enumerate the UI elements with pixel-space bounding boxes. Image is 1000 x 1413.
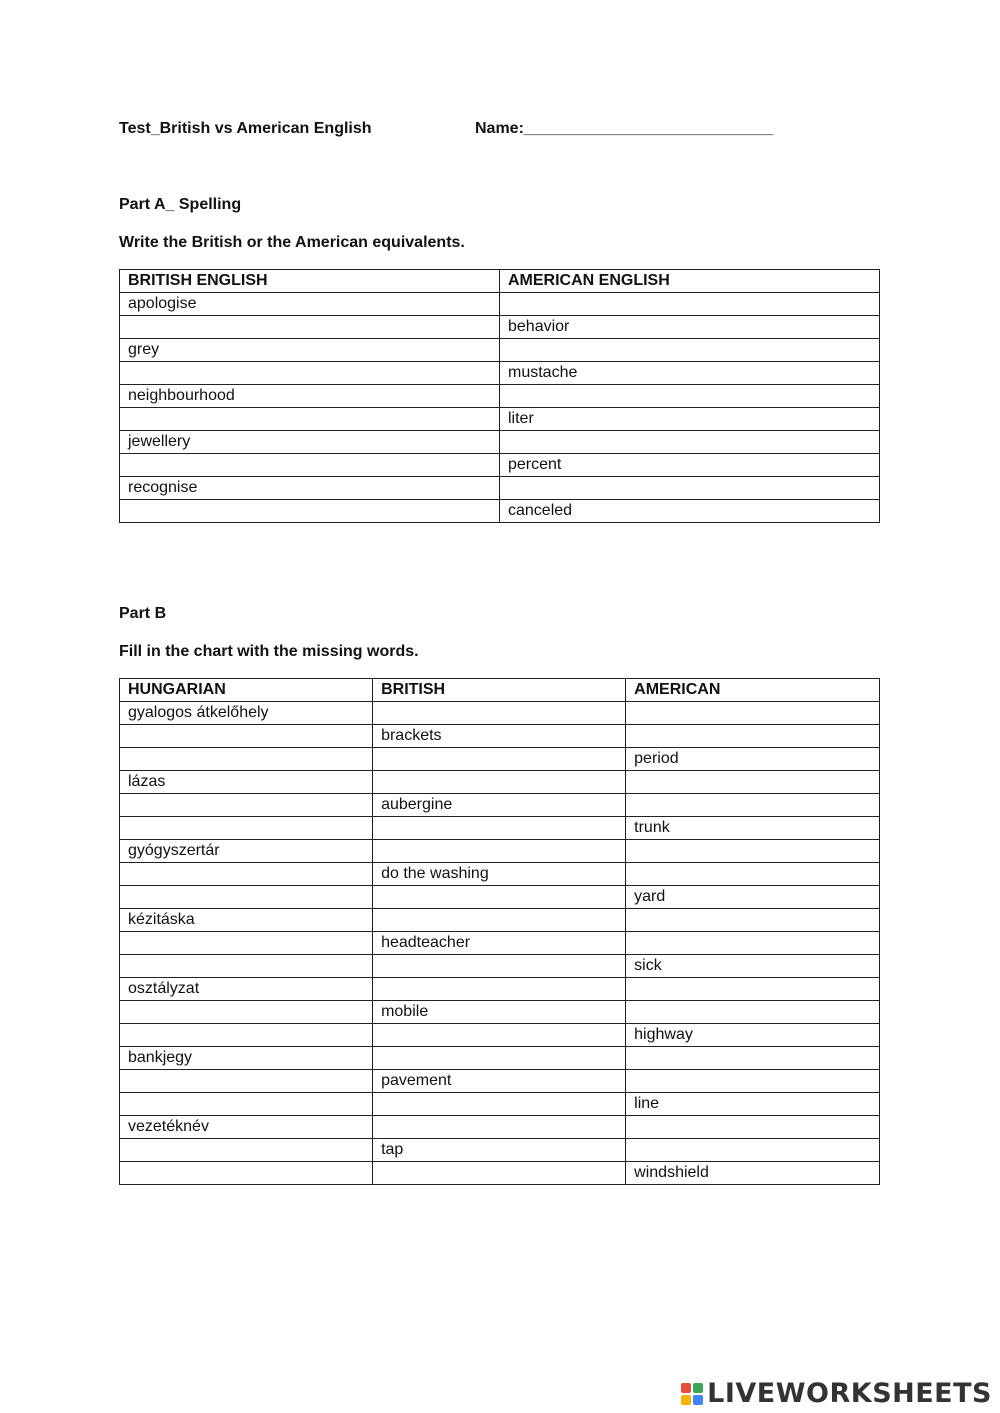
part-a-title: Part A_ Spelling [119,196,242,213]
table-row [120,1070,880,1093]
answer-cell[interactable] [373,817,626,840]
given-word-cell: tap [373,1139,626,1162]
given-word-cell: gyalogos átkelőhely [120,702,373,725]
given-word-cell: neighbourhood [120,385,500,408]
answer-cell[interactable] [626,1047,880,1070]
given-word-cell: vezetéknév [120,1116,373,1139]
answer-cell[interactable] [373,886,626,909]
answer-cell[interactable] [500,385,880,408]
vocabulary-table [119,678,880,1185]
given-word-cell: recognise [120,477,500,500]
table-row [120,477,880,500]
table-row [120,362,880,385]
table-row [120,1047,880,1070]
answer-cell[interactable] [120,1139,373,1162]
given-word-cell: brackets [373,725,626,748]
answer-cell[interactable] [373,748,626,771]
given-word-cell: headteacher [373,932,626,955]
table-header-row [120,679,880,702]
table-row [120,840,880,863]
answer-cell[interactable] [500,477,880,500]
table-row [120,1162,880,1185]
given-word-cell: windshield [626,1162,880,1185]
given-word-cell: yard [626,886,880,909]
answer-cell[interactable] [120,1162,373,1185]
table-row [120,817,880,840]
answer-cell[interactable] [120,748,373,771]
given-word-cell: highway [626,1024,880,1047]
table-row [120,408,880,431]
answer-cell[interactable] [120,362,500,385]
table-header-row [120,270,880,293]
answer-cell[interactable] [500,293,880,316]
answer-cell[interactable] [626,702,880,725]
table-row [120,1139,880,1162]
given-word-cell: percent [500,454,880,477]
table-row [120,1116,880,1139]
logo-square-red [681,1383,691,1393]
given-word-cell: sick [626,955,880,978]
given-word-cell: behavior [500,316,880,339]
given-word-cell: line [626,1093,880,1116]
answer-cell[interactable] [373,978,626,1001]
part-a-instruction: Write the British or the American equivalents. [119,234,465,251]
given-word-cell: trunk [626,817,880,840]
table-row [120,1024,880,1047]
table-row [120,725,880,748]
liveworksheets-logo [681,1378,992,1409]
answer-cell[interactable] [626,932,880,955]
column-header: AMERICAN ENGLISH [500,270,880,293]
table-row [120,932,880,955]
answer-cell[interactable] [373,1116,626,1139]
answer-cell[interactable] [626,1116,880,1139]
given-word-cell: grey [120,339,500,362]
answer-cell[interactable] [500,431,880,454]
given-word-cell: liter [500,408,880,431]
answer-cell[interactable] [120,817,373,840]
given-word-cell: kézitáska [120,909,373,932]
logo-icon [681,1383,703,1405]
given-word-cell: do the washing [373,863,626,886]
answer-cell[interactable] [120,500,500,523]
given-word-cell: period [626,748,880,771]
answer-cell[interactable] [626,771,880,794]
name-field-label: Name:____________________________ [475,120,774,137]
table-row [120,316,880,339]
answer-cell[interactable] [120,886,373,909]
answer-cell[interactable] [120,454,500,477]
logo-square-blue [693,1395,703,1405]
answer-cell[interactable] [373,1024,626,1047]
answer-cell[interactable] [626,1070,880,1093]
answer-cell[interactable] [373,1093,626,1116]
given-word-cell: canceled [500,500,880,523]
answer-cell[interactable] [120,955,373,978]
answer-cell[interactable] [120,932,373,955]
answer-cell[interactable] [120,1093,373,1116]
test-title: Test_British vs American English [119,120,372,137]
part-b-title: Part B [119,605,167,622]
answer-cell[interactable] [373,955,626,978]
answer-cell[interactable] [626,1001,880,1024]
table-row [120,978,880,1001]
given-word-cell: mustache [500,362,880,385]
answer-cell[interactable] [373,909,626,932]
column-header: BRITISH ENGLISH [120,270,500,293]
given-word-cell: gyógyszertár [120,840,373,863]
given-word-cell: lázas [120,771,373,794]
table-row [120,955,880,978]
table-row [120,771,880,794]
answer-cell[interactable] [373,1047,626,1070]
table-row [120,748,880,771]
answer-cell[interactable] [626,794,880,817]
answer-cell[interactable] [500,339,880,362]
table-row [120,431,880,454]
column-header: BRITISH [373,679,626,702]
logo-square-green [693,1383,703,1393]
answer-cell[interactable] [120,863,373,886]
answer-cell[interactable] [626,978,880,1001]
logo-square-yellow [681,1395,691,1405]
given-word-cell: apologise [120,293,500,316]
answer-cell[interactable] [373,702,626,725]
answer-cell[interactable] [120,1024,373,1047]
answer-cell[interactable] [626,863,880,886]
column-header: HUNGARIAN [120,679,373,702]
table-row [120,909,880,932]
answer-cell[interactable] [626,1139,880,1162]
answer-cell[interactable] [373,840,626,863]
table-row [120,886,880,909]
answer-cell[interactable] [120,794,373,817]
answer-cell[interactable] [120,408,500,431]
answer-cell[interactable] [626,725,880,748]
table-row [120,863,880,886]
column-header: AMERICAN [626,679,880,702]
table-row [120,454,880,477]
given-word-cell: bankjegy [120,1047,373,1070]
spelling-table [119,269,880,523]
table-row [120,385,880,408]
answer-cell[interactable] [120,1070,373,1093]
table-row [120,702,880,725]
table-row [120,1093,880,1116]
table-row [120,293,880,316]
given-word-cell: jewellery [120,431,500,454]
table-row [120,1001,880,1024]
table-row [120,339,880,362]
answer-cell[interactable] [120,725,373,748]
answer-cell[interactable] [373,1162,626,1185]
given-word-cell: pavement [373,1070,626,1093]
answer-cell[interactable] [373,771,626,794]
answer-cell[interactable] [120,316,500,339]
answer-cell[interactable] [120,1001,373,1024]
table-row [120,500,880,523]
table-row [120,794,880,817]
answer-cell[interactable] [626,840,880,863]
answer-cell[interactable] [626,909,880,932]
given-word-cell: osztályzat [120,978,373,1001]
given-word-cell: mobile [373,1001,626,1024]
given-word-cell: aubergine [373,794,626,817]
part-b-instruction: Fill in the chart with the missing words. [119,643,419,660]
logo-text: LIVEWORKSHEETS [707,1378,992,1409]
